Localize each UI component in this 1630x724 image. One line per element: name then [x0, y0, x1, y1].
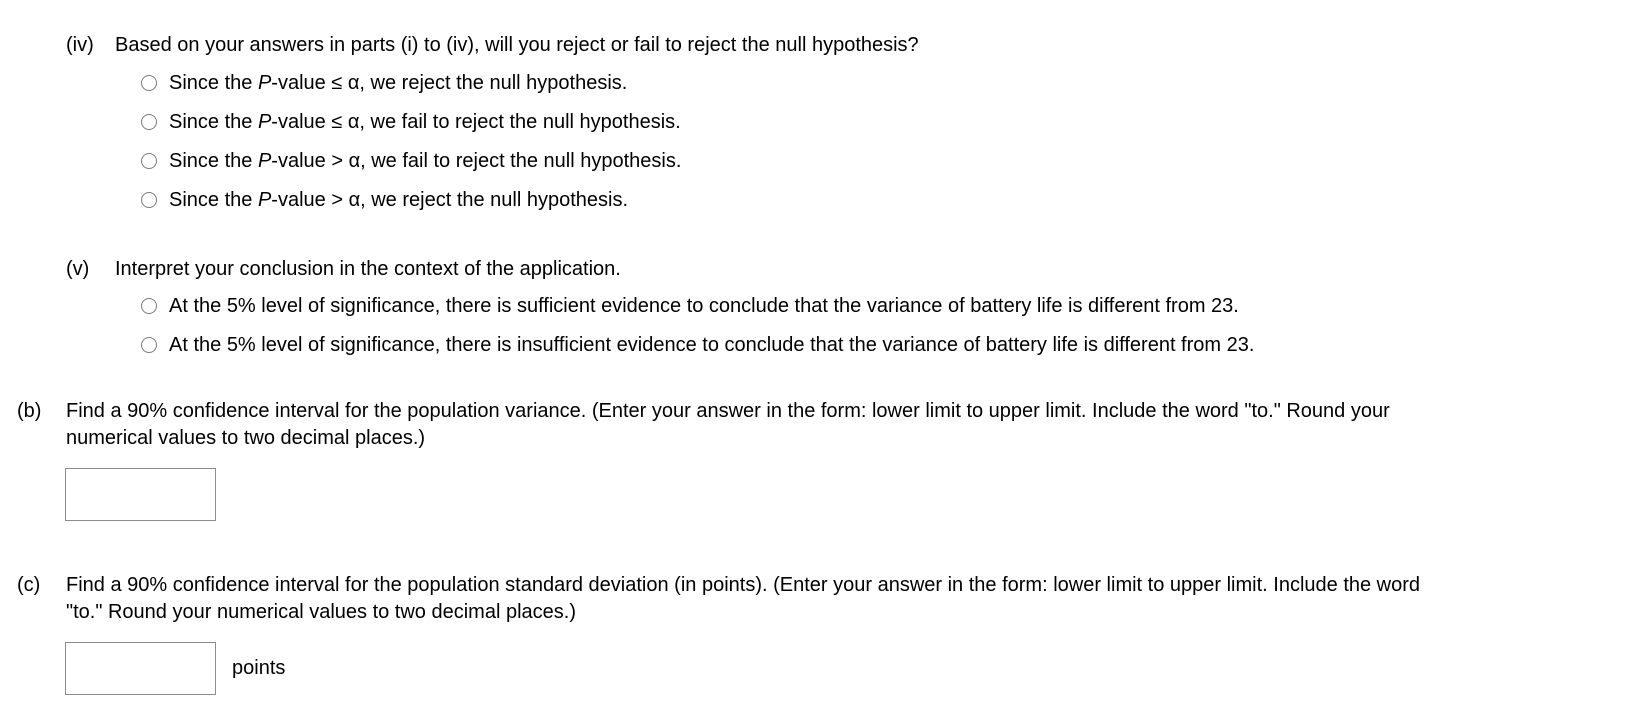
option-text: At the 5% level of significance, there is sufficient evidence to conclude that the variance of battery life is different from 23.: [169, 295, 1239, 317]
part-b-answer-input[interactable]: [65, 468, 216, 521]
part-iv-option-3[interactable]: [141, 149, 681, 173]
option-text: Since the P-value > α, we reject the null hypothesis.: [169, 189, 629, 211]
option-text: Since the P-value ≤ α, we reject the null hypothesis.: [169, 72, 628, 94]
part-iv-option-4[interactable]: [141, 188, 628, 212]
part-v-option-2[interactable]: [141, 333, 1254, 357]
part-c-answer-input[interactable]: [65, 642, 216, 695]
part-c-question-line-1: Find a 90% confidence interval for the population standard deviation (in points). (Enter your answer in the form: lower limit to upper limit. Include the word: [66, 574, 1421, 596]
part-iv-option-1[interactable]: [141, 71, 627, 95]
radio-button[interactable]: [141, 298, 157, 314]
part-c-question-line-2: "to." Round your numerical values to two decimal places.): [66, 601, 576, 623]
part-v-option-1[interactable]: [141, 294, 1239, 318]
radio-button[interactable]: [141, 153, 157, 169]
part-b-question-line-2: numerical values to two decimal places.): [66, 427, 426, 449]
radio-button[interactable]: [141, 114, 157, 130]
option-text: Since the P-value > α, we fail to reject the null hypothesis.: [169, 150, 682, 172]
part-b-question-line-1: Find a 90% confidence interval for the population variance. (Enter your answer in the form: lower limit to upper limit. Include the word "to." Round your: [66, 400, 1390, 422]
part-iv-option-2[interactable]: [141, 110, 681, 134]
part-iv-label: (iv): [66, 34, 94, 56]
part-c-label: (c): [17, 574, 41, 596]
option-text: Since the P-value ≤ α, we fail to reject the null hypothesis.: [169, 111, 681, 133]
part-b-label: (b): [17, 400, 42, 422]
part-v-label: (v): [66, 258, 90, 280]
option-text: At the 5% level of significance, there is insufficient evidence to conclude that the variance of battery life is different from 23.: [169, 334, 1255, 356]
radio-button[interactable]: [141, 192, 157, 208]
part-c-unit-label: points: [232, 657, 286, 679]
part-v-question: Interpret your conclusion in the context of the application.: [115, 258, 621, 280]
radio-button[interactable]: [141, 75, 157, 91]
radio-button[interactable]: [141, 337, 157, 353]
part-iv-question: Based on your answers in parts (i) to (iv), will you reject or fail to reject the null hypothesis?: [115, 34, 919, 56]
